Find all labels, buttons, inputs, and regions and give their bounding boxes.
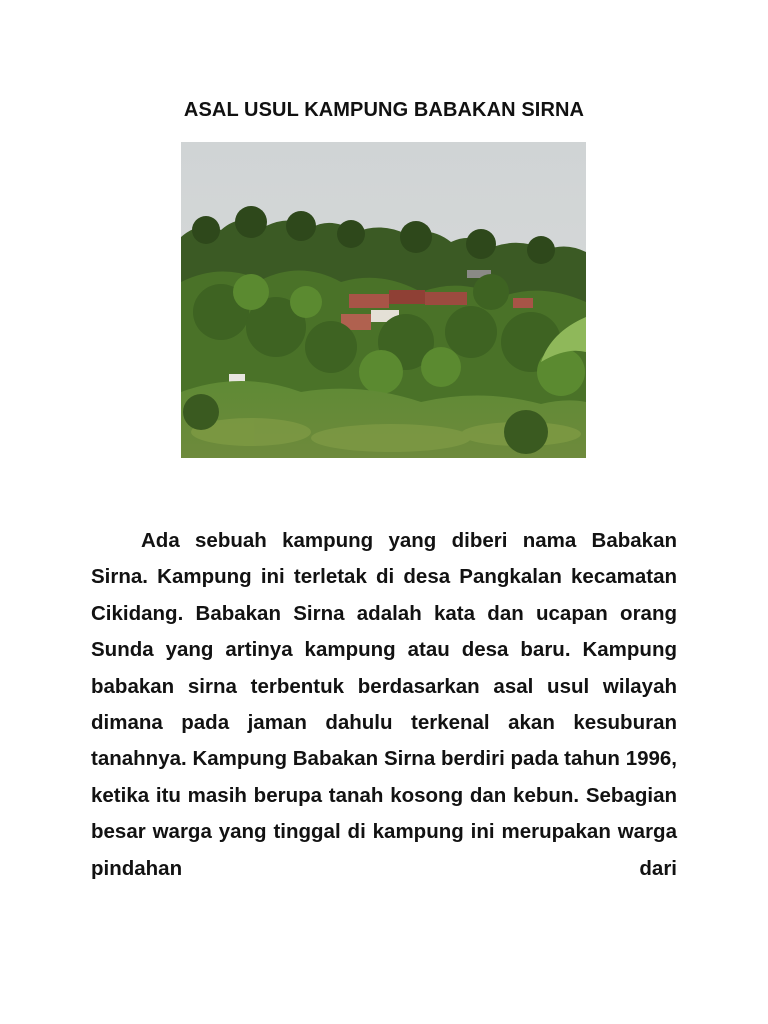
village-photo	[181, 142, 586, 458]
hillside-village-image	[181, 142, 586, 458]
body-paragraph-block	[91, 523, 677, 887]
page-title: ASAL USUL KAMPUNG BABAKAN SIRNA	[183, 99, 585, 121]
body-paragraph: Ada sebuah kampung yang diberi nama Babakan Sirna. Kampung ini terletak di desa Pangkalan kecamatan Cikidang. Babakan Sirna adalah kata dan ucapan orang Sunda yang artinya kampung atau desa baru. Kampung babakan sirna terbentuk berdasarkan asal usul wilayah dimana pada jaman dahulu terkenal akan kesuburan tanahnya. Kampung Babakan Sirna berdiri pada tahun 1996, ketika itu masih berupa tanah kosong dan kebun. Sebagian besar warga yang tinggal di kampung ini merupakan warga pindahan dari	[91, 529, 677, 880]
